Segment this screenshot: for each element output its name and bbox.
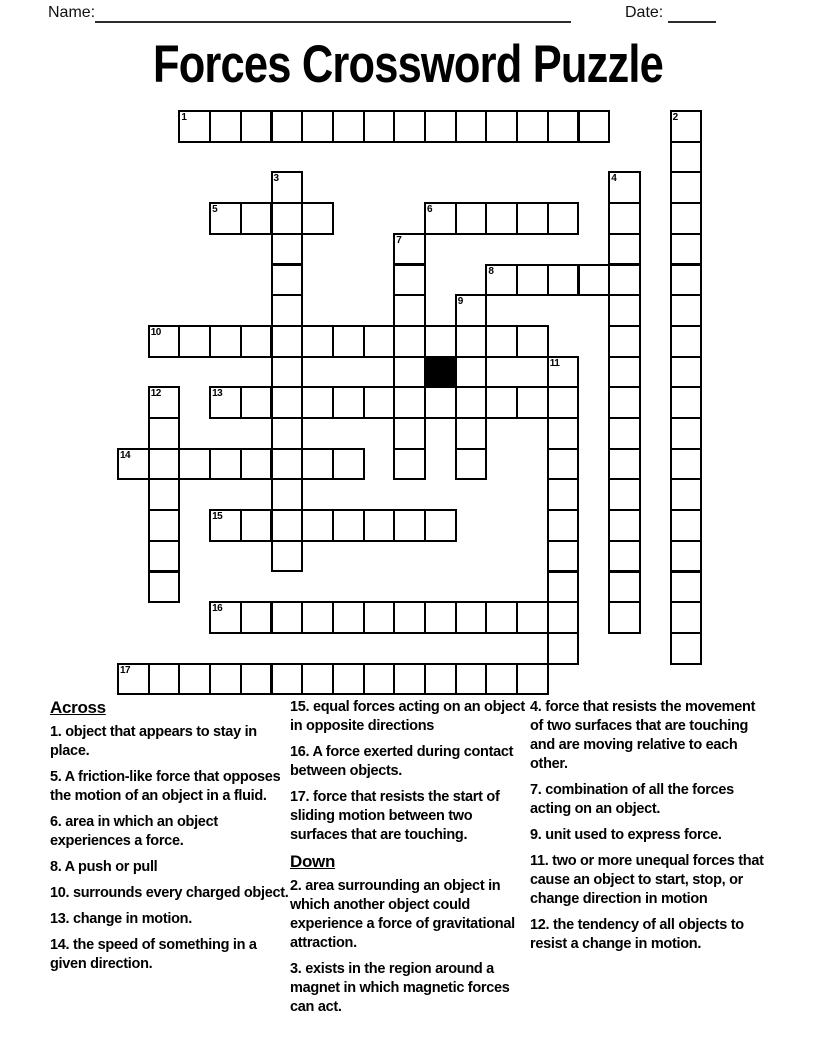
- grid-cell: [578, 264, 611, 297]
- grid-cell: [393, 356, 426, 389]
- grid-cell: [547, 386, 580, 419]
- clue-item: 16. A force exerted during contact between objects.: [290, 744, 514, 779]
- grid-cell: [455, 110, 488, 143]
- grid-cell: [608, 233, 641, 266]
- grid-clue-number: 8: [488, 265, 494, 277]
- clue-item: 2. area surrounding an object in which another object could experience a force of gravitational attraction.: [290, 878, 515, 951]
- grid-cell: [271, 325, 304, 358]
- grid-cell: [608, 386, 641, 419]
- grid-cell: [271, 417, 304, 450]
- grid-cell: [455, 448, 488, 481]
- grid-cell: [670, 325, 703, 358]
- grid-cell: [148, 540, 181, 573]
- grid-cell: [485, 386, 518, 419]
- grid-cell: [485, 202, 518, 235]
- grid-cell: [670, 632, 703, 665]
- grid-cell: [670, 171, 703, 204]
- grid-cell: [455, 601, 488, 634]
- grid-cell: [516, 601, 549, 634]
- grid-cell: [547, 202, 580, 235]
- grid-clue-number: 13: [212, 388, 223, 400]
- grid-cell: [332, 325, 365, 358]
- clue-item: 13. change in motion.: [50, 911, 192, 927]
- grid-cell: [670, 417, 703, 450]
- grid-cell: [332, 509, 365, 542]
- grid-clue-number: 17: [120, 664, 131, 676]
- grid-cell: [485, 663, 518, 696]
- clue-item: 11. two or more unequal forces that cause an object to start, stop, or change direction in motion: [530, 853, 764, 907]
- grid-cell: [240, 601, 273, 634]
- grid-cell: [424, 663, 457, 696]
- grid-cell: [424, 601, 457, 634]
- clue-item: 8. A push or pull: [50, 859, 158, 875]
- grid-cell: [424, 325, 457, 358]
- grid-cell: [485, 601, 518, 634]
- grid-cell: [516, 110, 549, 143]
- grid-cell: [393, 417, 426, 450]
- grid-cell: [547, 448, 580, 481]
- grid-clue-number: 14: [120, 449, 131, 461]
- grid-cell: [455, 386, 488, 419]
- grid-cell: [178, 448, 211, 481]
- grid-cell: [670, 448, 703, 481]
- grid-cell: [393, 294, 426, 327]
- grid-cell: [608, 601, 641, 634]
- clue-item: 3. exists in the region around a magnet in which magnetic forces can act.: [290, 961, 510, 1015]
- grid-cell: [670, 540, 703, 573]
- grid-cell: [608, 509, 641, 542]
- grid-cell: [301, 325, 334, 358]
- grid-cell: [608, 417, 641, 450]
- clue-item: 1. object that appears to stay in place.: [50, 724, 257, 759]
- grid-clue-number: 15: [212, 511, 223, 523]
- grid-cell: [240, 448, 273, 481]
- grid-cell: [271, 264, 304, 297]
- grid-cell: [547, 540, 580, 573]
- grid-clue-number: 9: [457, 296, 463, 308]
- clue-header-across: Across: [50, 698, 106, 717]
- grid-cell: [148, 478, 181, 511]
- grid-cell: [547, 110, 580, 143]
- grid-cell: [301, 601, 334, 634]
- clue-column-2: [290, 698, 530, 1024]
- grid-cell: [455, 663, 488, 696]
- grid-cell: [516, 386, 549, 419]
- grid-cell: [301, 663, 334, 696]
- grid-cell: [393, 663, 426, 696]
- grid-cell: [209, 110, 242, 143]
- grid-clue-number: 3: [273, 173, 279, 185]
- grid-cell: [547, 478, 580, 511]
- grid-cell: [424, 110, 457, 143]
- clue-column-3: [530, 698, 770, 961]
- clue-header-down: Down: [290, 852, 336, 871]
- grid-cell: [240, 509, 273, 542]
- grid-cell: [455, 417, 488, 450]
- grid-cell: [363, 386, 396, 419]
- grid-cell: [271, 509, 304, 542]
- grid-cell: [578, 110, 611, 143]
- grid-cell: [240, 386, 273, 419]
- clue-item: 14. the speed of something in a given direction.: [50, 937, 257, 972]
- clue-item: 6. area in which an object experiences a force.: [50, 814, 218, 849]
- grid-cell: [209, 663, 242, 696]
- grid-cell: [363, 601, 396, 634]
- grid-cell: [271, 386, 304, 419]
- grid-cell: [363, 110, 396, 143]
- grid-cell: [271, 601, 304, 634]
- name-label: Name:: [48, 4, 96, 21]
- grid-cell: [332, 110, 365, 143]
- grid-cell: [547, 632, 580, 665]
- grid-clue-number: 6: [427, 204, 433, 216]
- grid-cell: [393, 448, 426, 481]
- grid-cell: [271, 478, 304, 511]
- clue-item: 15. equal forces acting on an object in opposite directions: [290, 699, 525, 734]
- grid-cell: [485, 325, 518, 358]
- grid-cell: [455, 202, 488, 235]
- grid-cell: [332, 386, 365, 419]
- grid-cell: [608, 202, 641, 235]
- page-title: Forces Crossword Puzzle: [152, 35, 664, 94]
- grid-cell: [393, 264, 426, 297]
- grid-cell: [240, 663, 273, 696]
- grid-cell: [301, 110, 334, 143]
- grid-cell: [301, 386, 334, 419]
- grid-clue-number: 16: [212, 603, 223, 615]
- grid-cell: [424, 509, 457, 542]
- grid-clue-number: 11: [549, 357, 560, 369]
- grid-clue-number: 4: [611, 173, 617, 185]
- grid-cell: [608, 478, 641, 511]
- grid-cell: [271, 202, 304, 235]
- grid-black-cell: [424, 356, 457, 389]
- grid-cell: [178, 325, 211, 358]
- grid-cell: [271, 356, 304, 389]
- grid-clue-number: 2: [672, 112, 678, 123]
- grid-cell: [455, 325, 488, 358]
- grid-cell: [455, 356, 488, 389]
- grid-cell: [547, 264, 580, 297]
- grid-cell: [148, 509, 181, 542]
- grid-cell: [547, 571, 580, 604]
- clue-item: 10. surrounds every charged object.: [50, 885, 289, 901]
- grid-clue-number: 10: [150, 326, 161, 338]
- clue-column-1: [50, 698, 290, 981]
- grid-cell: [608, 356, 641, 389]
- grid-cell: [485, 110, 518, 143]
- grid-cell: [209, 448, 242, 481]
- clue-item: 17. force that resists the start of sliding motion between two surfaces that are touching.: [290, 789, 500, 843]
- grid-cell: [608, 294, 641, 327]
- clue-item: 4. force that resists the movement of two surfaces that are touching and are moving relative to each other.: [530, 699, 756, 772]
- grid-cell: [670, 233, 703, 266]
- grid-cell: [670, 294, 703, 327]
- grid-cell: [271, 540, 304, 573]
- date-label: Date:: [625, 4, 664, 21]
- grid-cell: [393, 386, 426, 419]
- grid-cell: [670, 571, 703, 604]
- clue-item: 7. combination of all the forces acting on an object.: [530, 782, 734, 817]
- grid-clue-number: 5: [212, 204, 218, 216]
- grid-cell: [670, 356, 703, 389]
- grid-cell: [608, 540, 641, 573]
- clue-item: 5. A friction-like force that opposes the motion of an object in a fluid.: [50, 769, 281, 804]
- grid-cell: [301, 509, 334, 542]
- grid-cell: [393, 325, 426, 358]
- grid-cell: [608, 264, 641, 297]
- clue-item: 9. unit used to express force.: [530, 827, 722, 843]
- grid-cell: [547, 509, 580, 542]
- grid-cell: [148, 417, 181, 450]
- grid-cell: [393, 110, 426, 143]
- grid-cell: [271, 294, 304, 327]
- grid-clue-number: 12: [150, 388, 161, 400]
- grid-cell: [516, 325, 549, 358]
- grid-cell: [332, 601, 365, 634]
- grid-cell: [271, 448, 304, 481]
- grid-cell: [301, 448, 334, 481]
- grid-cell: [148, 663, 181, 696]
- grid-cell: [271, 663, 304, 696]
- grid-cell: [178, 663, 211, 696]
- grid-cell: [516, 202, 549, 235]
- grid-cell: [608, 448, 641, 481]
- grid-cell: [670, 202, 703, 235]
- grid-cell: [608, 325, 641, 358]
- grid-cell: [332, 663, 365, 696]
- grid-cell: [670, 386, 703, 419]
- grid-cell: [240, 110, 273, 143]
- grid-cell: [670, 141, 703, 174]
- grid-cell: [363, 663, 396, 696]
- grid-cell: [393, 509, 426, 542]
- grid-cell: [148, 448, 181, 481]
- grid-cell: [670, 478, 703, 511]
- grid-cell: [209, 325, 242, 358]
- grid-clue-number: 7: [396, 234, 402, 246]
- grid-cell: [670, 264, 703, 297]
- grid-cell: [271, 233, 304, 266]
- grid-cell: [240, 325, 273, 358]
- grid-cell: [516, 264, 549, 297]
- grid-cell: [393, 601, 426, 634]
- grid-cell: [301, 202, 334, 235]
- grid-cell: [332, 448, 365, 481]
- grid-clue-number: 1: [181, 112, 187, 123]
- grid-cell: [240, 202, 273, 235]
- grid-cell: [670, 509, 703, 542]
- grid-cell: [670, 601, 703, 634]
- grid-cell: [424, 386, 457, 419]
- grid-cell: [547, 417, 580, 450]
- grid-cell: [363, 325, 396, 358]
- grid-cell: [608, 571, 641, 604]
- clue-item: 12. the tendency of all objects to resist a change in motion.: [530, 917, 744, 952]
- grid-cell: [148, 571, 181, 604]
- grid-cell: [363, 509, 396, 542]
- grid-cell: [547, 601, 580, 634]
- grid-cell: [516, 663, 549, 696]
- grid-cell: [271, 110, 304, 143]
